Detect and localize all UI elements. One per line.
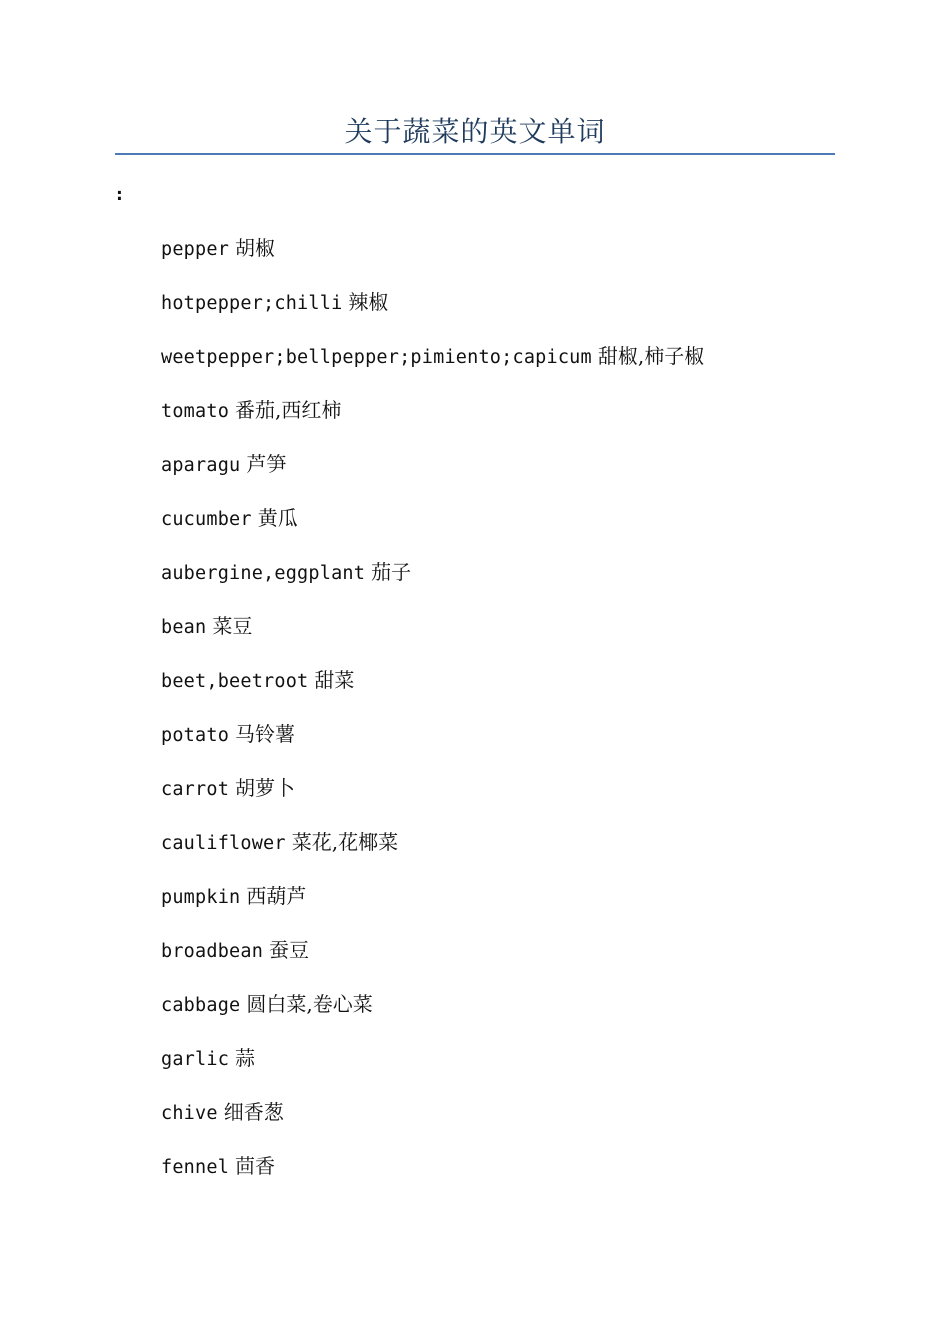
chinese-translation: 圆白菜,卷心菜	[246, 992, 373, 1016]
vocabulary-entry	[161, 1152, 704, 1206]
chinese-translation: 蚕豆	[269, 938, 310, 962]
chinese-translation: 甜菜	[314, 668, 355, 692]
chinese-translation: 番茄,西红柿	[235, 398, 342, 422]
english-word: weetpepper;bellpepper;pimiento;capicum	[161, 347, 592, 368]
english-word: cauliflower	[161, 833, 286, 854]
intro-text: :	[114, 184, 125, 205]
english-word: pepper	[161, 239, 230, 260]
vocabulary-entry	[161, 450, 704, 504]
english-word: potato	[161, 725, 230, 746]
chinese-translation: 黄瓜	[257, 506, 298, 530]
vocabulary-entry	[161, 1098, 704, 1152]
chinese-translation: 甜椒,柿子椒	[597, 344, 705, 368]
english-word: fennel	[161, 1157, 230, 1178]
english-word: chive	[161, 1103, 218, 1124]
vocabulary-entry	[161, 396, 704, 450]
vocabulary-entry	[161, 990, 704, 1044]
chinese-translation: 马铃薯	[235, 722, 296, 746]
english-word: cabbage	[161, 995, 241, 1016]
chinese-translation: 胡萝卜	[235, 776, 296, 800]
vocabulary-entry	[161, 342, 704, 396]
title-underline	[115, 153, 835, 155]
english-word: garlic	[161, 1049, 230, 1070]
document-title: 关于蔬菜的英文单词	[344, 115, 606, 148]
vocabulary-entry	[161, 288, 704, 342]
english-word: aubergine,eggplant	[161, 563, 366, 584]
english-word: aparagu	[161, 455, 241, 476]
vocabulary-entry	[161, 936, 704, 990]
vocabulary-list	[161, 234, 704, 1206]
chinese-translation: 菜豆	[212, 614, 253, 638]
vocabulary-entry	[161, 558, 704, 612]
chinese-translation: 茄子	[371, 560, 412, 584]
vocabulary-entry	[161, 774, 704, 828]
english-word: bean	[161, 617, 207, 638]
english-word: carrot	[161, 779, 230, 800]
english-word: broadbean	[161, 941, 264, 962]
chinese-translation: 细香葱	[223, 1100, 284, 1124]
chinese-translation: 菜花,花椰菜	[291, 830, 399, 854]
english-word: hotpepper;chilli	[161, 293, 343, 314]
vocabulary-entry	[161, 234, 704, 288]
vocabulary-entry	[161, 720, 704, 774]
chinese-translation: 胡椒	[235, 236, 276, 260]
vocabulary-entry	[161, 828, 704, 882]
chinese-translation: 蒜	[235, 1046, 256, 1070]
chinese-translation: 西葫芦	[246, 884, 307, 908]
chinese-translation: 芦笋	[246, 452, 287, 476]
vocabulary-entry	[161, 612, 704, 666]
vocabulary-entry	[161, 1044, 704, 1098]
english-word: pumpkin	[161, 887, 241, 908]
vocabulary-entry	[161, 666, 704, 720]
english-word: cucumber	[161, 509, 252, 530]
english-word: tomato	[161, 401, 230, 422]
vocabulary-entry	[161, 882, 704, 936]
chinese-translation: 辣椒	[348, 290, 389, 314]
chinese-translation: 茴香	[235, 1154, 276, 1178]
english-word: beet,beetroot	[161, 671, 309, 692]
vocabulary-entry	[161, 504, 704, 558]
